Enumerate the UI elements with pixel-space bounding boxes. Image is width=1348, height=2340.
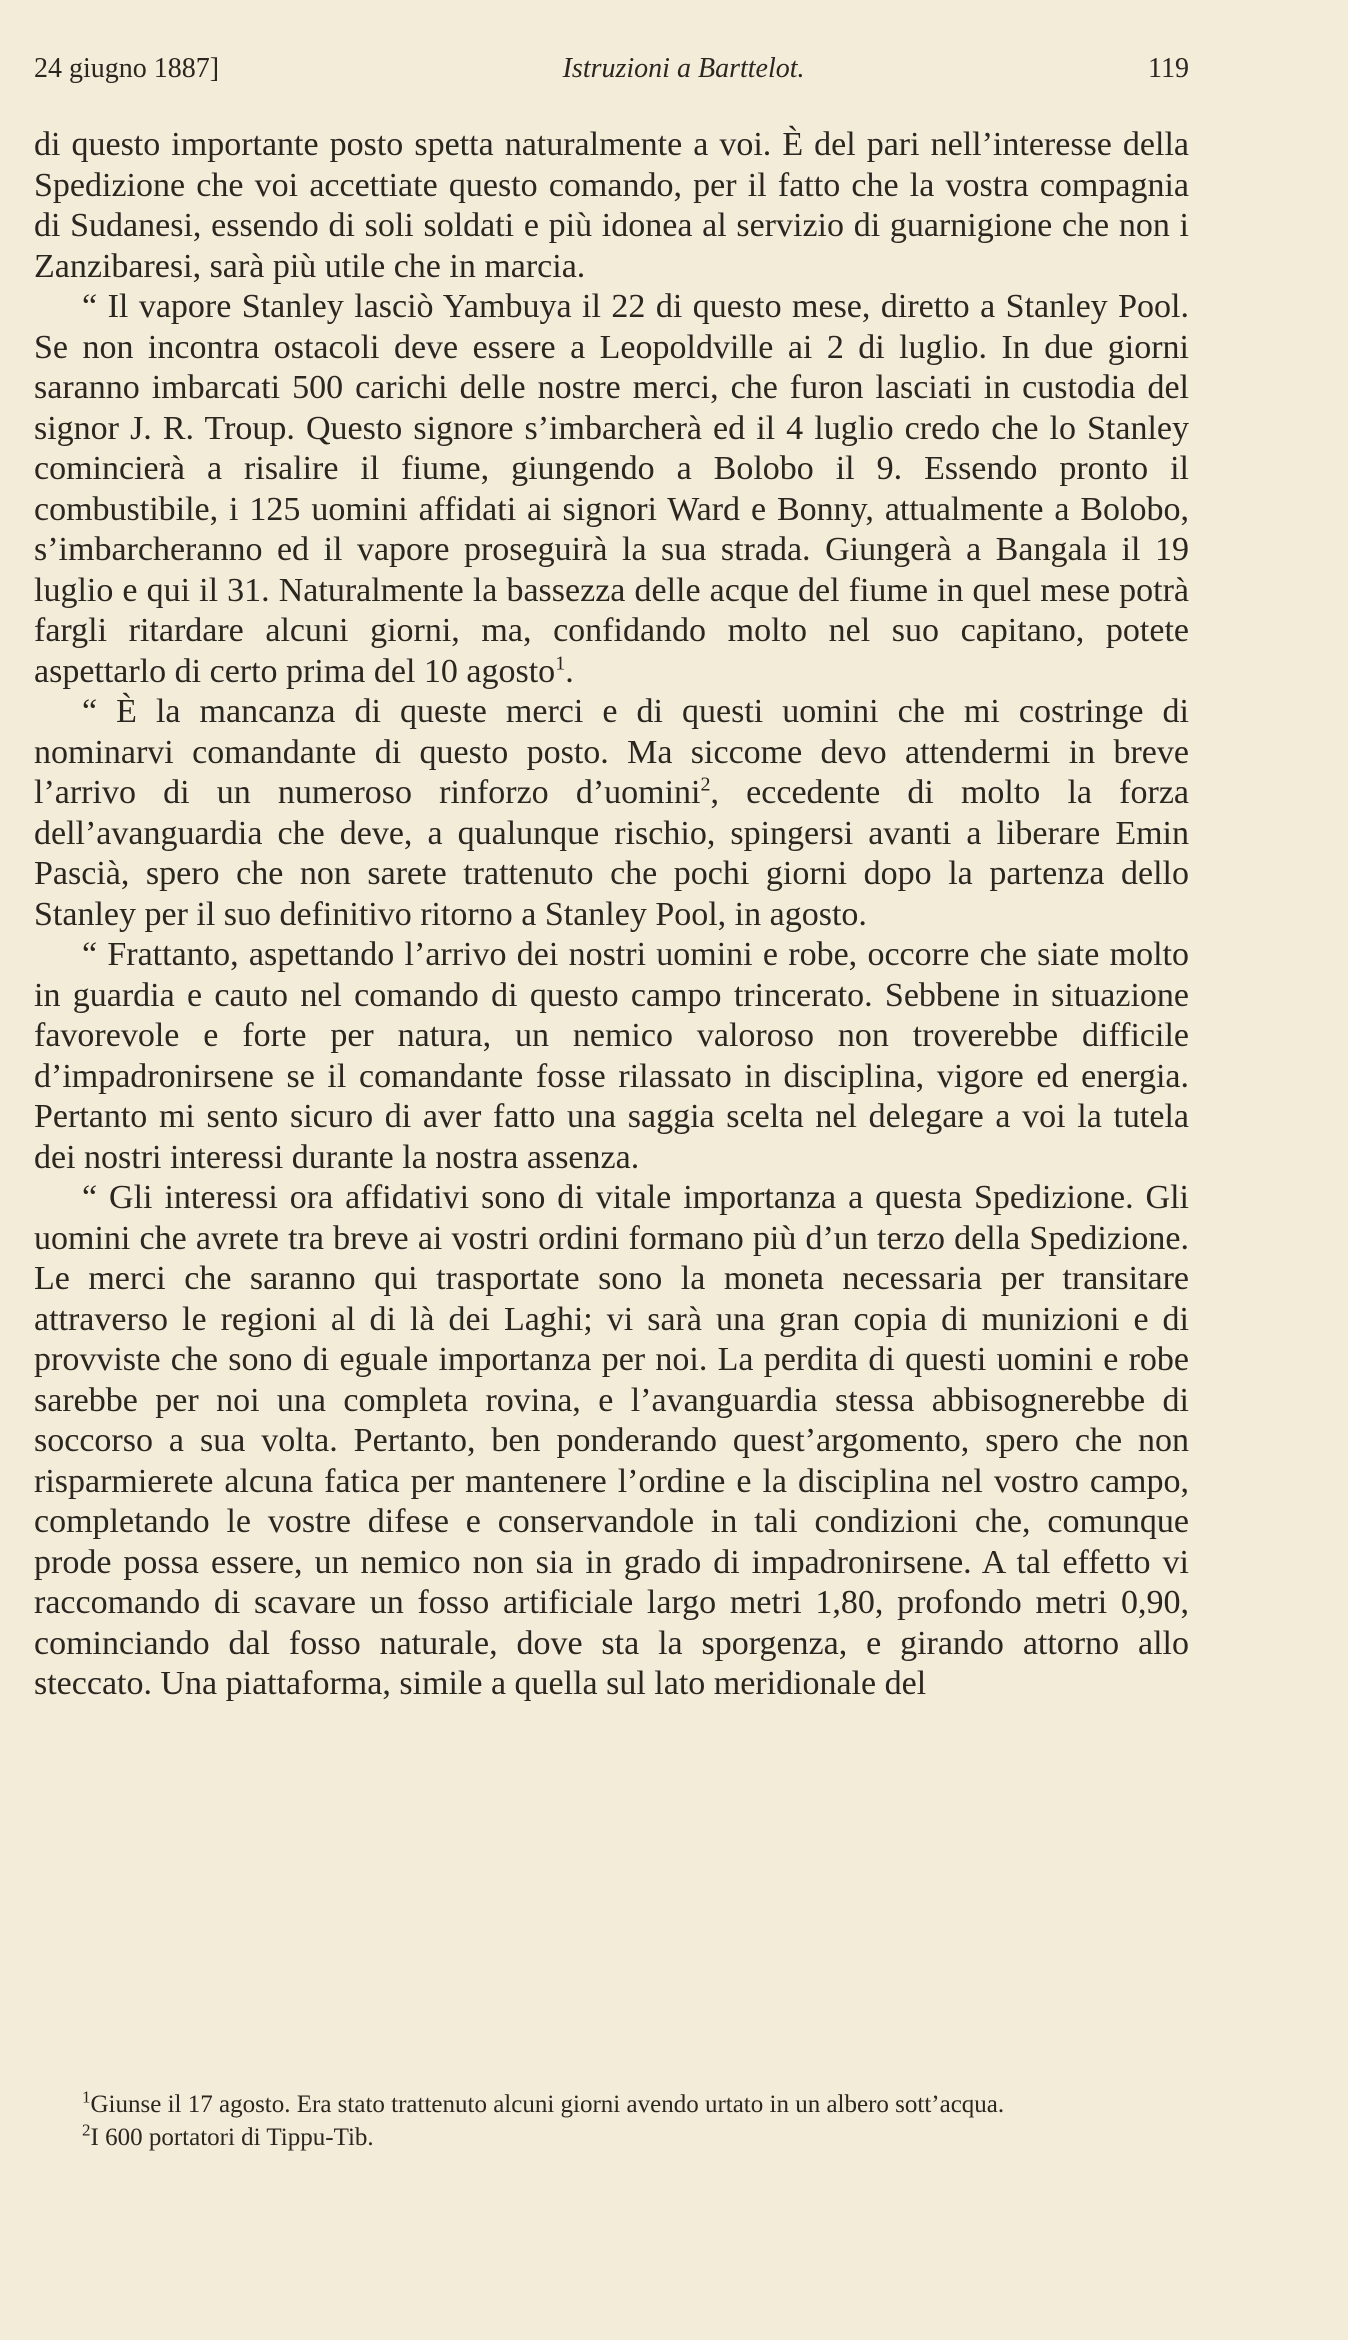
- footnote-2-text: I 600 portatori di Tippu-Tib.: [90, 2124, 374, 2151]
- book-page: [34, 52, 1190, 1702]
- footnote-1-mark: 1: [82, 2087, 91, 2107]
- body-text: [34, 125, 1189, 1705]
- header-title: Istruzioni a Barttelot.: [562, 53, 805, 84]
- footnote-1-text: Giunse il 17 agosto. Era stato trattenuto alcuni giorni avendo urtato in un albero sott’acqua.: [90, 2091, 1005, 2118]
- running-header: [34, 52, 1189, 104]
- paragraph-2-text: “ Il vapore Stanley lasciò Yambuya il 22 di questo mese, diretto a Stanley Pool. Se non incontra ostacoli deve essere a Leopoldville ai 2 di luglio. In due giorni saranno imbarcati 500 carichi delle nostre merci, che furon lasciati in custodia del signor J. R. Troup. Questo signore s’imbarcherà ed il 4 luglio credo che lo Stanley comincierà a risalire il fiume, giungendo a Bolobo il 9. Essendo pronto il combustibile, i 125 uomini affidati ai signori Ward e Bonny, attualmente a Bolobo, s’imbarcheranno ed il vapore proseguirà la sua strada. Giungerà a Bangala il 19 luglio e qui il 31. Naturalmente la bassezza delle acque del fiume in quel mese potrà fargli ritardare alcuni giorni, ma, confidando molto nel suo capitano, potete aspettarlo di certo prima del 10 agosto: [34, 288, 1189, 690]
- paragraph-4-text: “ Frattanto, aspettando l’arrivo dei nostri uomini e robe, occorre che siate molto in guardia e cauto nel comando di questo campo trincerato. Sebbene in situazione favorevole e forte per natura, un nemico valoroso non troverebbe difficile d’impadronirsene se il comandante fosse rilassato in disciplina, vigore ed energia. Pertanto mi sento sicuro di aver fatto una saggia scelta nel delegare a voi la tutela dei nostri interessi durante la nostra assenza.: [34, 936, 1189, 1176]
- paragraph-3: [34, 692, 1189, 935]
- footnote-2-mark: 2: [82, 2120, 91, 2140]
- footnote-ref-2[interactable]: 2: [700, 773, 711, 796]
- paragraph-2: [34, 287, 1189, 692]
- paragraph-1-text: di questo importante posto spetta naturalmente a voi. È del pari nell’interesse della Spedizione che voi accettiate questo comando, per il fatto che la vostra compagnia di Sudanesi, essendo di soli soldati e più idonea al servizio di guarnigione che non i Zanzibaresi, sarà più utile che in marcia.: [34, 126, 1189, 285]
- paragraph-3-text-before: “ È la mancanza di queste merci e di questi uomini che mi costringe di nominarvi comandante di questo posto. Ma siccome devo attendermi in breve l’arrivo di un numeroso rinforzo d’uomini: [34, 693, 1189, 811]
- paragraph-5-text: “ Gli interessi ora affidativi sono di vitale importanza a questa Spedizione. Gli uomini che avrete tra breve ai vostri ordini formano più d’un terzo della Spedizione. Le merci che saranno qui trasportate sono la moneta necessaria per transitare attraverso le regioni al di là dei Laghi; vi sarà una gran copia di munizioni e di provviste che sono di eguale importanza per noi. La perdita di questi uomini e robe sarebbe per noi una completa rovina, e l’avanguardia stessa abbisognerebbe di soccorso a sua volta. Pertanto, ben ponderando quest’argomento, spero che non risparmierete alcuna fatica per mantenere l’ordine e la disciplina nel vostro campo, completando le vostre difese e conservandole in tali condizioni che, comunque prode possa essere, un nemico non sia in grado di impadronirsene. A tal effetto vi raccomando di scavare un fosso artificiale largo metri 1,80, profondo metri 0,90, cominciando dal fosso naturale, dove sta la sporgenza, e girando attorno allo steccato. Una piattaforma, simile a quella sul lato meridionale del: [34, 1179, 1189, 1702]
- footnote-2: [34, 2121, 1189, 2154]
- paragraph-1: [34, 125, 1189, 287]
- paragraph-2-end: .: [565, 652, 574, 690]
- paragraph-3-text-after: , eccedente di molto la forza dell’avanguardia che deve, a qualunque rischio, spingersi avanti a liberare Emin Pascià, spero che non sarete trattenuto che pochi giorni dopo la partenza dello Stanley per il suo definitivo ritorno a Stanley Pool, in agosto.: [34, 774, 1190, 933]
- footnote-1: [34, 2088, 1189, 2121]
- header-date: 24 giugno 1887]: [34, 53, 220, 84]
- page-number: 119: [1148, 53, 1189, 84]
- footnotes: [34, 2088, 1189, 2154]
- paragraph-5: [34, 1178, 1189, 1705]
- paragraph-4: [34, 935, 1189, 1178]
- footnote-ref-1[interactable]: 1: [555, 652, 566, 675]
